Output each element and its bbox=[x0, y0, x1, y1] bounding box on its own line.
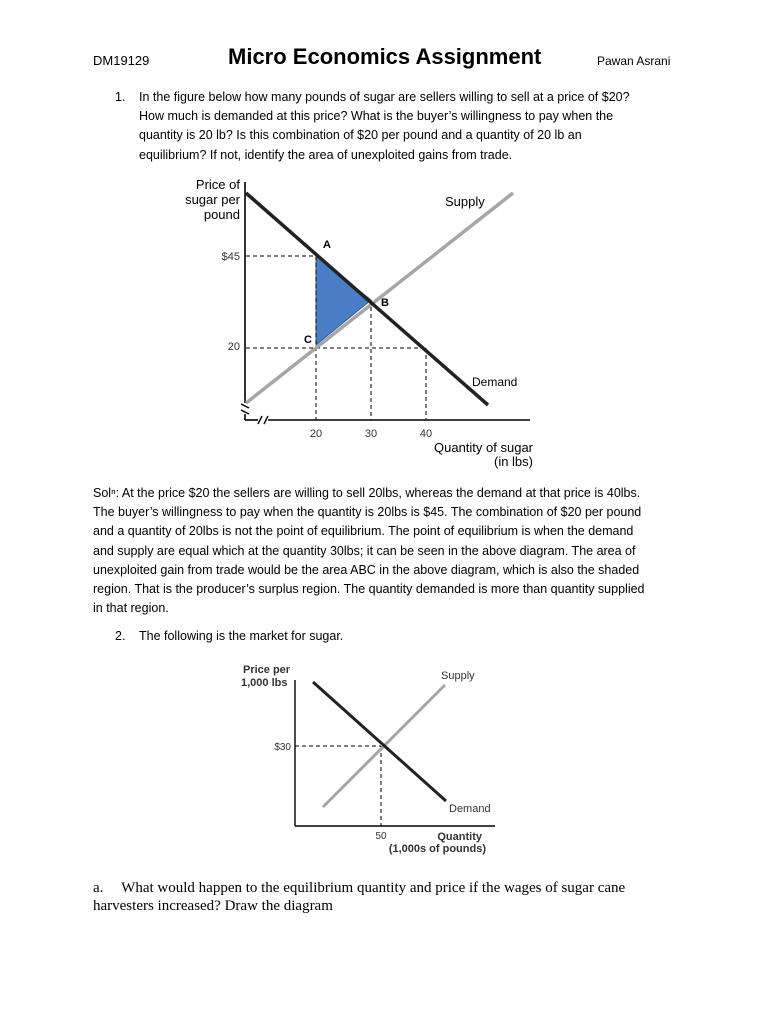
question-1-number: 1. bbox=[115, 90, 126, 104]
x-tick-20: 20 bbox=[309, 428, 323, 440]
solution-line: region. That is the producer’s surplus region. The quantity demanded is more than quantity supplied bbox=[93, 582, 645, 597]
y-axis-label-line: Price of bbox=[195, 177, 240, 192]
solution-line: and supply are equal which at the quantity 30lbs; it can be seen in the above diagram. The area of bbox=[93, 543, 636, 558]
question-2a-text: What would happen to the equilibrium quantity and price if the wages of sugar cane bbox=[121, 880, 626, 896]
question-2-text: The following is the market for sugar. bbox=[139, 629, 344, 643]
point-c-label: C bbox=[304, 334, 312, 346]
solution-line: unexploited gain from trade would be the area ABC in the above diagram, which is also the shaded bbox=[93, 562, 640, 577]
author-name: Pawan Asrani bbox=[597, 54, 671, 68]
x-axis-label-line: Quantity of sugar bbox=[434, 440, 533, 455]
x-tick-40: 40 bbox=[419, 428, 433, 440]
y-axis-label-line: pound bbox=[203, 207, 240, 222]
x-tick-50: 50 bbox=[375, 831, 387, 842]
y-tick-45: $45 bbox=[221, 251, 240, 263]
solution-line: and a quantity of 20lbs is not the point of equilibrium. The point of equilibrium is when the demand bbox=[93, 524, 634, 539]
y-axis-label-line: sugar per bbox=[185, 192, 240, 207]
question-1-line: equilibrium? If not, identify the area of unexploited gains from trade. bbox=[139, 147, 513, 162]
supply-label: Supply bbox=[445, 194, 485, 209]
y-tick-30: $30 bbox=[274, 742, 291, 753]
y-axis-break-1 bbox=[241, 404, 249, 408]
solution-paragraph bbox=[93, 484, 683, 618]
y-axis-label-line: 1,000 lbs bbox=[241, 677, 288, 689]
point-a-label: A bbox=[323, 239, 331, 251]
question-1-line: In the figure below how many pounds of sugar are sellers willing to sell at a price of $20? bbox=[139, 90, 630, 104]
y-axis-break-2 bbox=[241, 410, 249, 414]
supply-label: Supply bbox=[441, 670, 475, 682]
x-tick-30: 30 bbox=[364, 428, 378, 440]
y-axis-label-line: Price per bbox=[243, 664, 291, 676]
x-axis-label-line: (in lbs) bbox=[493, 454, 533, 469]
question-1-line: How much is demanded at this price? What is the buyer’s willingness to pay when the bbox=[139, 109, 614, 124]
question-2a-label: a. bbox=[93, 880, 104, 896]
x-axis-label-line: (1,000s of pounds) bbox=[388, 843, 486, 855]
solution-line: Solⁿ: At the price $20 the sellers are willing to sell 20lbs, whereas the demand at that price is 40lbs. bbox=[93, 486, 641, 500]
x-axis-break-1 bbox=[258, 416, 262, 424]
x-axis-label-line: Quantity bbox=[437, 831, 482, 843]
question-2-number: 2. bbox=[115, 629, 126, 643]
solution-line: in that region. bbox=[93, 601, 169, 616]
demand-label: Demand bbox=[472, 375, 518, 389]
solution-line: The buyer’s willingness to pay when the quantity is 20lbs is $45. The combination of $20 per pound bbox=[93, 505, 642, 520]
question-1-line: quantity is 20 lb? Is this combination of $20 per pound and a quantity of 20 lb an bbox=[139, 128, 582, 143]
question-2a bbox=[93, 879, 693, 915]
page-title: Micro Economics Assignment bbox=[228, 44, 542, 69]
shaded-area-abc bbox=[316, 256, 371, 345]
point-b-label: B bbox=[381, 297, 389, 309]
y-tick-20: 20 bbox=[227, 341, 240, 353]
demand-label: Demand bbox=[449, 803, 491, 815]
x-axis-break-2 bbox=[264, 416, 268, 424]
supply-curve bbox=[246, 193, 513, 403]
question-2a-text-continued: harvesters increased? Draw the diagram bbox=[93, 898, 333, 914]
student-id: DM19129 bbox=[93, 53, 150, 68]
supply-demand-figure-2 bbox=[0, 650, 768, 870]
supply-demand-figure-1 bbox=[0, 0, 768, 480]
demand-curve bbox=[313, 682, 446, 801]
